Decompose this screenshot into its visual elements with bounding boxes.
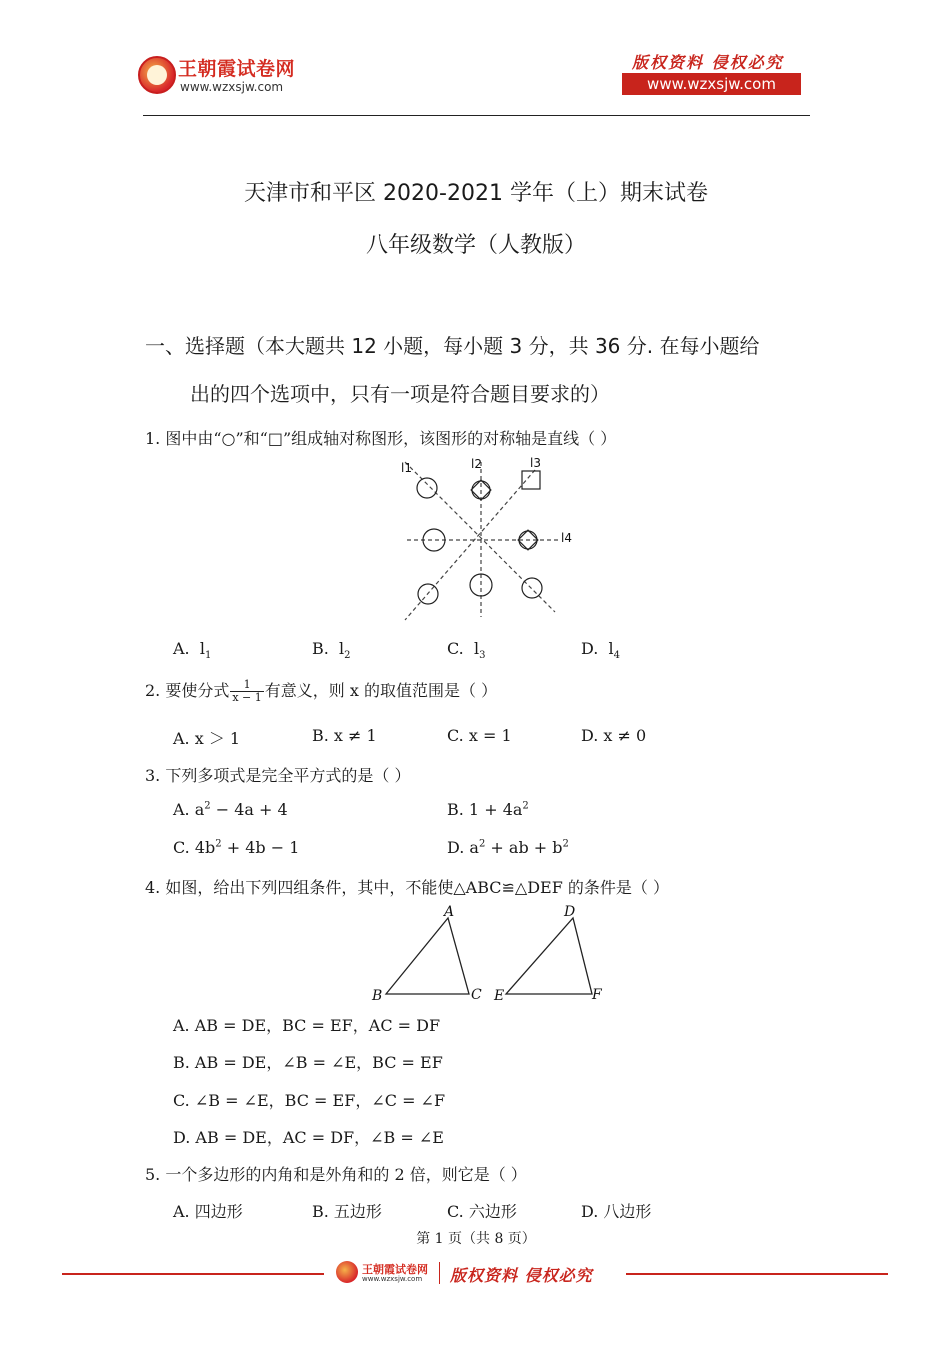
q5-option-b[interactable]: B. 五边形	[312, 1202, 382, 1221]
label-c: C	[471, 987, 482, 1003]
label-d: D	[564, 904, 576, 920]
figure-label-l1: l1	[401, 461, 412, 475]
label-e: E	[494, 988, 505, 1004]
q3-option-c[interactable]: C. $4b^2 + 4b - 1$	[173, 838, 300, 857]
header-divider	[143, 115, 810, 116]
q2-option-d[interactable]: D. x ≠ 0	[581, 726, 647, 745]
q5-option-a[interactable]: A. 四边形	[173, 1202, 243, 1221]
site-logo-url: www.wzxsjw.com	[180, 80, 284, 94]
q1-option-b[interactable]: B. $l_2$	[312, 639, 351, 662]
q1-option-d[interactable]: D. $l_4$	[581, 639, 621, 662]
q4-option-a[interactable]: A. AB = DE，BC = EF，AC = DF	[173, 1016, 441, 1035]
page-number: 第 1 页（共 8 页）	[416, 1231, 536, 1247]
footer-logo-badge	[336, 1261, 358, 1283]
q4-option-d[interactable]: D. AB = DE，AC = DF，∠B = ∠E	[173, 1128, 444, 1147]
q2-option-a[interactable]: A. x ＞ 1	[173, 729, 241, 748]
q3-option-a[interactable]: A. $a^2 - 4a + 4$	[173, 800, 288, 819]
triangle-abc	[386, 918, 469, 994]
q5-option-c[interactable]: C. 六边形	[447, 1202, 517, 1221]
q3-option-b[interactable]: B. $1 + 4a^2$	[447, 800, 529, 819]
question-1-stem: 1. 图中由“○”和“□”组成轴对称图形，该图形的对称轴是直线（ ）	[145, 429, 617, 448]
q4-option-c[interactable]: C. ∠B = ∠E，BC = EF，∠C = ∠F	[173, 1091, 446, 1110]
q1-option-a[interactable]: A. $l_1$	[173, 639, 212, 662]
section-heading-line1: 一、选择题（本大题共 12 小题，每小题 3 分，共 36 分. 在每小题给	[145, 334, 760, 358]
site-logo-badge	[138, 56, 176, 94]
label-f: F	[592, 987, 602, 1003]
footer-logo-url: www.wzxsjw.com	[362, 1275, 423, 1283]
q1-option-c[interactable]: C. $l_3$	[447, 639, 486, 662]
copyright-url: www.wzxsjw.com	[622, 73, 801, 95]
question-2-stem: 2. 要使分式 $\frac{1}{x - 1}$ 有意义，则 x 的取值范围是（ ）	[145, 678, 498, 704]
footer-logo-title: 王朝霞试卷网	[362, 1263, 428, 1276]
figure-label-l3: l3	[530, 456, 541, 470]
footer-copyright: 版权资料 侵权必究	[450, 1266, 593, 1285]
figure-label-l4: l4	[561, 531, 572, 545]
q3-option-d[interactable]: D. $a^2$ + ab + $b^2$	[447, 838, 569, 857]
figure-label-l2: l2	[471, 457, 482, 471]
q4-option-b[interactable]: B. AB = DE，∠B = ∠E，BC = EF	[173, 1053, 443, 1072]
footer-rule-left	[62, 1273, 324, 1275]
q2-option-b[interactable]: B. x ≠ 1	[312, 726, 377, 745]
exam-title: 天津市和平区 2020-2021 学年（上）期末试卷	[244, 181, 708, 206]
section-heading-line2: 出的四个选项中，只有一项是符合题目要求的）	[190, 382, 610, 406]
q2-option-c[interactable]: C. x = 1	[447, 726, 512, 745]
q1-figure	[395, 452, 580, 627]
axis-l1	[405, 462, 555, 612]
question-4-stem: 4. 如图，给出下列四组条件，其中，不能使△ABC≌△DEF 的条件是（ ）	[145, 878, 670, 897]
footer-rule-right	[626, 1273, 888, 1275]
label-b: B	[372, 988, 383, 1004]
label-a: A	[444, 904, 455, 920]
exam-subtitle: 八年级数学（人教版）	[365, 233, 586, 258]
question-5-stem: 5. 一个多边形的内角和是外角和的 2 倍，则它是（ ）	[145, 1165, 527, 1184]
question-3-stem: 3. 下列多项式是完全平方式的是（ ）	[145, 766, 411, 785]
q5-option-d[interactable]: D. 八边形	[581, 1202, 652, 1221]
q4-triangles-figure	[368, 902, 613, 1004]
footer-divider	[439, 1262, 440, 1284]
triangle-def	[506, 918, 592, 994]
copyright-notice: 版权资料 侵权必究	[632, 53, 784, 72]
q2-fraction: $\frac{1}{x - 1}$	[232, 678, 262, 704]
site-logo-title: 王朝霞试卷网	[178, 58, 296, 80]
